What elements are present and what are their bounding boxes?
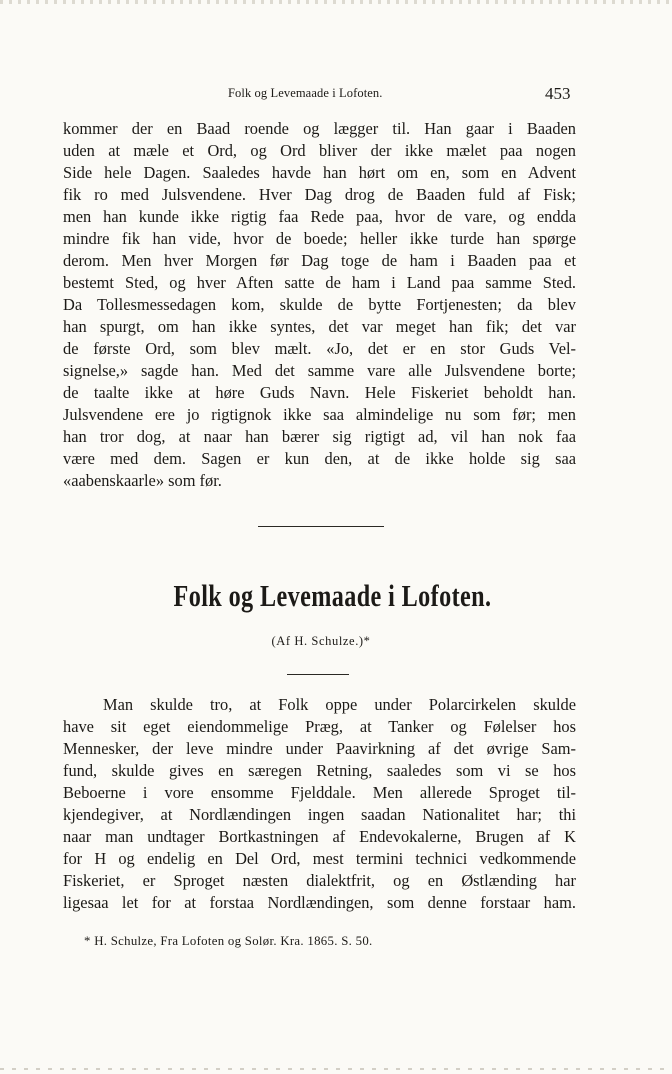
text-line: uden at mæle et Ord, og Ord bliver der ikke mælet paa nogen: [63, 141, 576, 160]
text-line: derom. Men hver Morgen før Dag toge de ham i Baaden paa et: [63, 251, 576, 270]
text-line: være med dem. Sagen er kun den, at de ikke holde sig saa: [63, 449, 576, 468]
text-line: de første Ord, som blev mælt. «Jo, det er en stor Guds Vel-: [63, 339, 576, 358]
running-head: [0, 86, 672, 106]
text-line: Fiskeriet, er Sproget næsten dialektfrit, og en Østlænding har: [63, 871, 576, 890]
text-line: Beboerne i vore ensomme Fjelddale. Men allerede Sproget til-: [63, 783, 576, 802]
page-number: 453: [545, 84, 571, 103]
text-line: han tror dog, at naar han bærer sig rigtigt ad, vil han nok faa: [63, 427, 576, 446]
text-line: men han kunde ikke rigtig faa Rede paa, hvor de vare, og endda: [63, 207, 576, 226]
text-line: Mennesker, der leve mindre under Paavirkning af det øvrige Sam-: [63, 739, 576, 758]
author-byline: (Af H. Schulze.)*: [271, 634, 371, 648]
text-line: Julsvendene ere jo rigtignok ikke saa almindelige nu som før; men: [63, 405, 576, 424]
section-divider: [258, 526, 384, 527]
section-title: Folk og Levemaade i Lofoten.: [173, 578, 492, 613]
text-line: mindre fik han vide, hvor de boede; heller ikke turde han spørge: [63, 229, 576, 248]
text-line: han spurgt, om han ikke syntes, det var meget han fik; det var: [63, 317, 576, 336]
page-edge-top: [0, 0, 672, 4]
text-line: signelse,» sagde han. Med det samme vare alle Julsvendene borte;: [63, 361, 576, 380]
text-line: «aabenskaarle» som før.: [63, 471, 222, 490]
text-line: for H og endelig en Del Ord, mest termini technici vedkommende: [63, 849, 576, 868]
section-body-text: [63, 694, 576, 914]
text-line: have sit eget eiendommelige Præg, at Tanker og Følelser hos: [63, 717, 576, 736]
previous-section-text: [63, 118, 576, 492]
text-line: fik ro med Julsvendene. Hver Dag drog de Baaden fuld af Fisk;: [63, 185, 576, 204]
text-line: fund, skulde gives en særegen Retning, saaledes som vi se hos: [63, 761, 576, 780]
text-line: kjendegiver, at Nordlændingen ingen saadan Nationalitet har; thi: [63, 805, 576, 824]
running-title: Folk og Levemaade i Lofoten.: [228, 86, 383, 100]
text-line: de taalte ikke at høre Guds Navn. Hele Fiskeriet beholdt han.: [63, 383, 576, 402]
footnote: * H. Schulze, Fra Lofoten og Solør. Kra. 1865. S. 50.: [84, 934, 373, 948]
text-line: Side hele Dagen. Saaledes havde han hørt om en, som en Advent: [63, 163, 576, 182]
text-line: kommer der en Baad roende og lægger til. Han gaar i Baaden: [63, 119, 576, 138]
text-line: Man skulde tro, at Folk oppe under Polarcirkelen skulde: [103, 695, 576, 714]
page-edge-bottom: [0, 1068, 672, 1070]
text-line: Da Tollesmessedagen kom, skulde de bytte Fortjenesten; da blev: [63, 295, 576, 314]
title-divider: [287, 674, 349, 675]
text-line: bestemt Sted, og hver Aften satte de ham i Land paa samme Sted.: [63, 273, 576, 292]
text-line: ligesaa let for at forstaa Nordlændingen, som denne forstaar ham.: [63, 893, 576, 912]
text-line: naar man undtager Bortkastningen af Endevokalerne, Brugen af K: [63, 827, 576, 846]
